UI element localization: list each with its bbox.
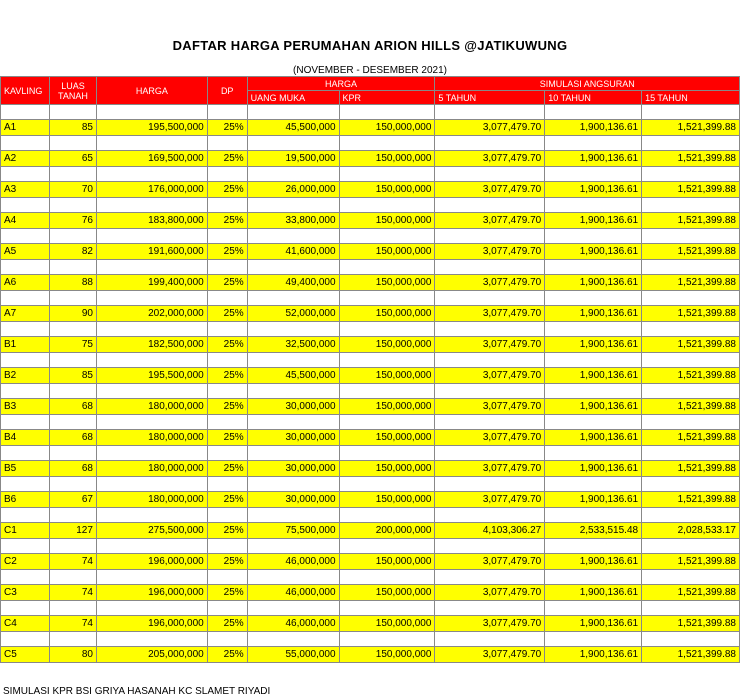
cell-t10: 1,900,136.61	[545, 151, 642, 167]
cell-kavling: B5	[1, 461, 50, 477]
price-table	[0, 76, 740, 663]
cell-luas: 68	[49, 430, 96, 446]
cell-dp: 25%	[207, 120, 247, 136]
cell-t10: 1,900,136.61	[545, 306, 642, 322]
cell-kpr: 150,000,000	[339, 337, 435, 353]
header-kpr: KPR	[339, 91, 435, 105]
cell-luas: 65	[49, 151, 96, 167]
cell-kpr: 150,000,000	[339, 399, 435, 415]
cell-t5: 3,077,479.70	[435, 368, 545, 384]
cell-kavling: C2	[1, 554, 50, 570]
cell-t5: 3,077,479.70	[435, 244, 545, 260]
period-subtitle: (NOVEMBER - DESEMBER 2021)	[293, 65, 447, 76]
spacer-row	[1, 291, 740, 306]
cell-dp: 25%	[207, 616, 247, 632]
cell-dp: 25%	[207, 275, 247, 291]
cell-luas: 67	[49, 492, 96, 508]
cell-luas: 82	[49, 244, 96, 260]
cell-kpr: 150,000,000	[339, 585, 435, 601]
cell-dp: 25%	[207, 244, 247, 260]
cell-kavling: B6	[1, 492, 50, 508]
spacer-row	[1, 632, 740, 647]
cell-t10: 1,900,136.61	[545, 120, 642, 136]
cell-luas: 88	[49, 275, 96, 291]
cell-kavling: A6	[1, 275, 50, 291]
cell-harga: 196,000,000	[96, 554, 207, 570]
cell-uang-muka: 46,000,000	[247, 585, 339, 601]
cell-uang-muka: 33,800,000	[247, 213, 339, 229]
spacer-row	[1, 105, 740, 120]
cell-t10: 1,900,136.61	[545, 492, 642, 508]
header-harga-group: HARGA	[247, 77, 435, 91]
cell-dp: 25%	[207, 182, 247, 198]
cell-kavling: A3	[1, 182, 50, 198]
cell-harga: 205,000,000	[96, 647, 207, 663]
cell-dp: 25%	[207, 399, 247, 415]
cell-kavling: B4	[1, 430, 50, 446]
cell-dp: 25%	[207, 461, 247, 477]
cell-t10: 1,900,136.61	[545, 616, 642, 632]
spacer-row	[1, 384, 740, 399]
cell-kpr: 150,000,000	[339, 430, 435, 446]
cell-kpr: 150,000,000	[339, 275, 435, 291]
cell-harga: 196,000,000	[96, 616, 207, 632]
cell-uang-muka: 55,000,000	[247, 647, 339, 663]
table-row	[1, 244, 740, 260]
header-dp: DP	[207, 77, 247, 105]
cell-t10: 1,900,136.61	[545, 182, 642, 198]
cell-uang-muka: 52,000,000	[247, 306, 339, 322]
cell-t15: 1,521,399.88	[642, 306, 740, 322]
cell-luas: 80	[49, 647, 96, 663]
table-row	[1, 585, 740, 601]
cell-kavling: C5	[1, 647, 50, 663]
cell-t5: 3,077,479.70	[435, 120, 545, 136]
cell-t15: 1,521,399.88	[642, 430, 740, 446]
cell-harga: 275,500,000	[96, 523, 207, 539]
cell-t5: 3,077,479.70	[435, 306, 545, 322]
cell-t5: 3,077,479.70	[435, 430, 545, 446]
cell-t10: 1,900,136.61	[545, 430, 642, 446]
cell-kpr: 150,000,000	[339, 492, 435, 508]
cell-uang-muka: 30,000,000	[247, 461, 339, 477]
cell-harga: 180,000,000	[96, 461, 207, 477]
table-body	[1, 105, 740, 663]
cell-uang-muka: 46,000,000	[247, 554, 339, 570]
cell-luas: 74	[49, 554, 96, 570]
cell-t10: 1,900,136.61	[545, 554, 642, 570]
table-row	[1, 120, 740, 136]
table-row	[1, 337, 740, 353]
cell-kpr: 150,000,000	[339, 461, 435, 477]
spacer-row	[1, 601, 740, 616]
cell-t5: 3,077,479.70	[435, 151, 545, 167]
cell-luas: 70	[49, 182, 96, 198]
cell-luas: 85	[49, 120, 96, 136]
cell-luas: 127	[49, 523, 96, 539]
cell-t5: 3,077,479.70	[435, 399, 545, 415]
cell-t15: 1,521,399.88	[642, 616, 740, 632]
cell-harga: 195,500,000	[96, 120, 207, 136]
table-row	[1, 213, 740, 229]
cell-t5: 4,103,306.27	[435, 523, 545, 539]
table-row	[1, 399, 740, 415]
cell-uang-muka: 32,500,000	[247, 337, 339, 353]
header-5-tahun: 5 TAHUN	[435, 91, 545, 105]
cell-harga: 180,000,000	[96, 492, 207, 508]
cell-t5: 3,077,479.70	[435, 337, 545, 353]
cell-t15: 1,521,399.88	[642, 120, 740, 136]
cell-uang-muka: 75,500,000	[247, 523, 339, 539]
header-uang-muka: UANG MUKA	[247, 91, 339, 105]
header-harga: HARGA	[96, 77, 207, 105]
cell-uang-muka: 41,600,000	[247, 244, 339, 260]
cell-t5: 3,077,479.70	[435, 616, 545, 632]
cell-t5: 3,077,479.70	[435, 182, 545, 198]
spacer-row	[1, 539, 740, 554]
cell-uang-muka: 45,500,000	[247, 120, 339, 136]
cell-dp: 25%	[207, 368, 247, 384]
cell-luas: 76	[49, 213, 96, 229]
cell-t15: 1,521,399.88	[642, 213, 740, 229]
header-kavling: KAVLING	[1, 77, 50, 105]
cell-luas: 74	[49, 585, 96, 601]
cell-t10: 1,900,136.61	[545, 275, 642, 291]
cell-kpr: 150,000,000	[339, 554, 435, 570]
cell-kavling: A7	[1, 306, 50, 322]
cell-uang-muka: 19,500,000	[247, 151, 339, 167]
table-row	[1, 430, 740, 446]
cell-kavling: C1	[1, 523, 50, 539]
cell-dp: 25%	[207, 647, 247, 663]
cell-t10: 1,900,136.61	[545, 368, 642, 384]
cell-t15: 1,521,399.88	[642, 368, 740, 384]
cell-t10: 1,900,136.61	[545, 213, 642, 229]
cell-t5: 3,077,479.70	[435, 585, 545, 601]
cell-t5: 3,077,479.70	[435, 275, 545, 291]
cell-dp: 25%	[207, 430, 247, 446]
table-row	[1, 182, 740, 198]
spacer-row	[1, 446, 740, 461]
cell-harga: 176,000,000	[96, 182, 207, 198]
cell-dp: 25%	[207, 213, 247, 229]
header-simulasi-angsuran: SIMULASI ANGSURAN	[435, 77, 740, 91]
cell-luas: 74	[49, 616, 96, 632]
cell-kpr: 150,000,000	[339, 151, 435, 167]
cell-t10: 1,900,136.61	[545, 647, 642, 663]
cell-kpr: 150,000,000	[339, 244, 435, 260]
cell-t5: 3,077,479.70	[435, 492, 545, 508]
header-15-tahun: 15 TAHUN	[642, 91, 740, 105]
cell-uang-muka: 30,000,000	[247, 430, 339, 446]
spacer-row	[1, 477, 740, 492]
cell-uang-muka: 26,000,000	[247, 182, 339, 198]
table-row	[1, 461, 740, 477]
cell-harga: 183,800,000	[96, 213, 207, 229]
cell-kavling: A4	[1, 213, 50, 229]
cell-t15: 1,521,399.88	[642, 182, 740, 198]
spacer-row	[1, 508, 740, 523]
cell-uang-muka: 45,500,000	[247, 368, 339, 384]
table-row	[1, 368, 740, 384]
cell-harga: 180,000,000	[96, 430, 207, 446]
cell-dp: 25%	[207, 523, 247, 539]
cell-t10: 1,900,136.61	[545, 461, 642, 477]
footer-note: SIMULASI KPR BSI GRIYA HASANAH KC SLAMET RIYADI	[3, 686, 271, 697]
cell-t15: 1,521,399.88	[642, 554, 740, 570]
cell-kavling: C3	[1, 585, 50, 601]
cell-t5: 3,077,479.70	[435, 461, 545, 477]
cell-t10: 1,900,136.61	[545, 399, 642, 415]
cell-t15: 1,521,399.88	[642, 244, 740, 260]
cell-kavling: C4	[1, 616, 50, 632]
cell-t15: 1,521,399.88	[642, 647, 740, 663]
page-title: DAFTAR HARGA PERUMAHAN ARION HILLS @JATIKUWUNG	[172, 38, 568, 53]
cell-harga: 169,500,000	[96, 151, 207, 167]
cell-uang-muka: 49,400,000	[247, 275, 339, 291]
cell-kpr: 150,000,000	[339, 120, 435, 136]
cell-t15: 1,521,399.88	[642, 585, 740, 601]
cell-kpr: 150,000,000	[339, 616, 435, 632]
cell-kpr: 150,000,000	[339, 306, 435, 322]
table-row	[1, 492, 740, 508]
cell-kavling: A1	[1, 120, 50, 136]
cell-dp: 25%	[207, 492, 247, 508]
cell-kpr: 150,000,000	[339, 182, 435, 198]
table-row	[1, 554, 740, 570]
header-10-tahun: 10 TAHUN	[545, 91, 642, 105]
spacer-row	[1, 167, 740, 182]
cell-kpr: 150,000,000	[339, 647, 435, 663]
cell-t15: 2,028,533.17	[642, 523, 740, 539]
cell-dp: 25%	[207, 151, 247, 167]
cell-t15: 1,521,399.88	[642, 275, 740, 291]
spacer-row	[1, 353, 740, 368]
cell-luas: 68	[49, 399, 96, 415]
cell-t10: 2,533,515.48	[545, 523, 642, 539]
cell-uang-muka: 46,000,000	[247, 616, 339, 632]
cell-harga: 182,500,000	[96, 337, 207, 353]
table-row	[1, 275, 740, 291]
cell-harga: 202,000,000	[96, 306, 207, 322]
cell-kpr: 200,000,000	[339, 523, 435, 539]
cell-kpr: 150,000,000	[339, 213, 435, 229]
cell-dp: 25%	[207, 306, 247, 322]
cell-luas: 85	[49, 368, 96, 384]
cell-uang-muka: 30,000,000	[247, 492, 339, 508]
spacer-row	[1, 136, 740, 151]
cell-harga: 196,000,000	[96, 585, 207, 601]
spacer-row	[1, 322, 740, 337]
cell-t15: 1,521,399.88	[642, 492, 740, 508]
cell-t10: 1,900,136.61	[545, 585, 642, 601]
cell-kavling: A5	[1, 244, 50, 260]
cell-harga: 199,400,000	[96, 275, 207, 291]
spacer-row	[1, 198, 740, 213]
cell-t15: 1,521,399.88	[642, 399, 740, 415]
cell-t15: 1,521,399.88	[642, 337, 740, 353]
spacer-row	[1, 415, 740, 430]
spacer-row	[1, 570, 740, 585]
cell-kavling: B1	[1, 337, 50, 353]
cell-uang-muka: 30,000,000	[247, 399, 339, 415]
cell-t10: 1,900,136.61	[545, 244, 642, 260]
table-row	[1, 151, 740, 167]
table-row	[1, 647, 740, 663]
spacer-row	[1, 260, 740, 275]
cell-dp: 25%	[207, 585, 247, 601]
cell-t15: 1,521,399.88	[642, 151, 740, 167]
cell-harga: 191,600,000	[96, 244, 207, 260]
table-row	[1, 306, 740, 322]
cell-t10: 1,900,136.61	[545, 337, 642, 353]
cell-t5: 3,077,479.70	[435, 554, 545, 570]
cell-kavling: B2	[1, 368, 50, 384]
spacer-row	[1, 229, 740, 244]
cell-dp: 25%	[207, 337, 247, 353]
cell-kpr: 150,000,000	[339, 368, 435, 384]
cell-kavling: B3	[1, 399, 50, 415]
table-row	[1, 523, 740, 539]
header-luas-tanah: LUAS TANAH	[49, 77, 96, 105]
cell-luas: 68	[49, 461, 96, 477]
cell-t15: 1,521,399.88	[642, 461, 740, 477]
cell-luas: 75	[49, 337, 96, 353]
table-row	[1, 616, 740, 632]
cell-harga: 195,500,000	[96, 368, 207, 384]
cell-luas: 90	[49, 306, 96, 322]
cell-t5: 3,077,479.70	[435, 213, 545, 229]
cell-harga: 180,000,000	[96, 399, 207, 415]
cell-t5: 3,077,479.70	[435, 647, 545, 663]
cell-kavling: A2	[1, 151, 50, 167]
cell-dp: 25%	[207, 554, 247, 570]
